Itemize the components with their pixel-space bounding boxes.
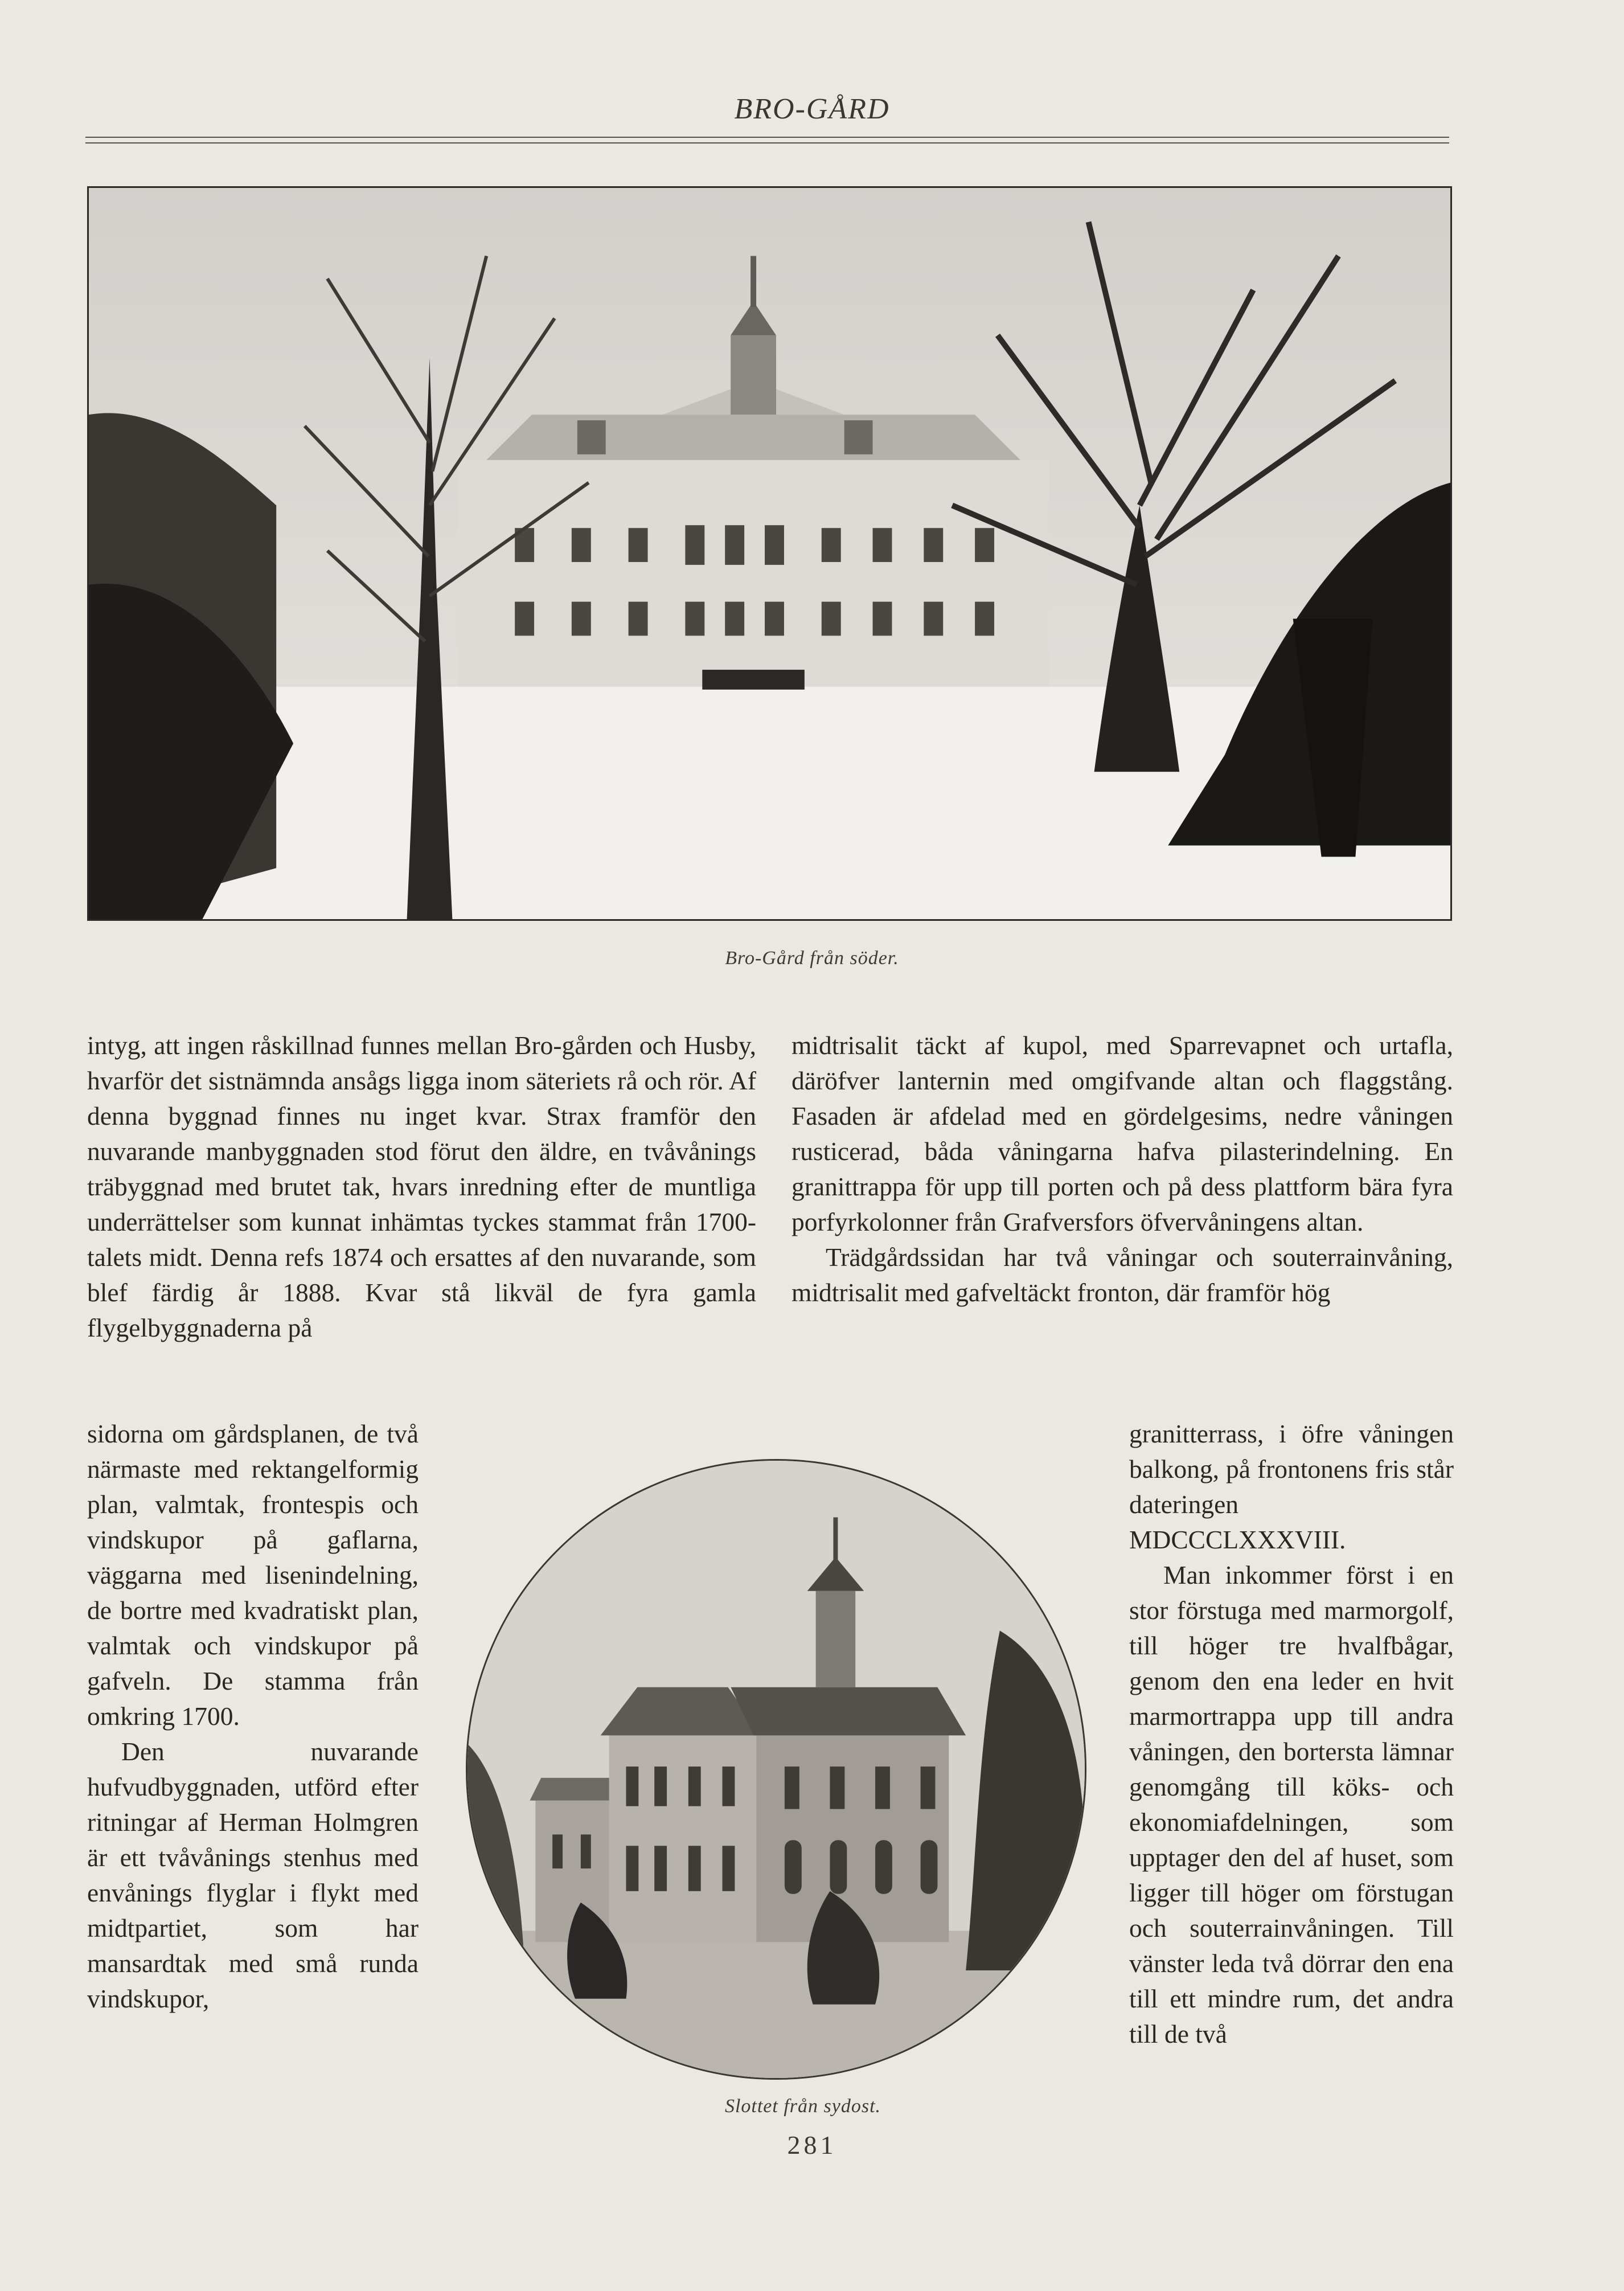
castle-photo: [467, 1461, 1085, 2078]
text-column-left-narrow: [87, 1416, 419, 2017]
paragraph: granitterrass, i öfre våningen balkong, på frontonens fris står dateringen MDCCCLXXXVIII.: [1129, 1419, 1454, 1554]
text-column-right-narrow: [1129, 1416, 1454, 2052]
photo-caption-round: Slottet från sydost.: [724, 2096, 881, 2117]
paragraph: Den nuvarande hufvudbyggnaden, utförd efter ritningar af Herman Holmgren är ett tvåvånings stenhus med envånings flyglar i flykt med midtpartiet, som har mansardtak med små runda vindskupor,: [87, 1737, 419, 2013]
photo-bro-gard-south: [87, 186, 1452, 921]
paragraph: Trädgårdssidan har två våningar och souterrainvåning, midtrisalit med gafveltäckt fronton, där framför hög: [792, 1243, 1453, 1307]
text-column-left-wide: [87, 1028, 756, 1346]
paragraph: Man inkommer först i en stor förstuga med marmorgolf, till höger tre hvalfbågar, genom den ena leder en hvit marmortrappa upp till andra våningen, den bortersta lämnar genomgång till köks- och ekonomiafdelningen, som upptager den del af huset, som ligger till höger om förstugan och souterrainvåningen. Till vänster leda två dörrar den ena till ett mindre rum, det andra till de två: [1129, 1560, 1454, 2048]
paragraph: intyg, att ingen råskillnad funnes mellan Bro-gården och Husby, hvarför det sistnämnda ansågs ligga inom säteriets rå och rör. Af denna byggnad finnes nu inget kvar. Strax framför den nuvarande manbyggnaden stod förut den äldre, en tvåvånings träbyggnad med brutet tak, hvars inredning efter de muntliga underrättelser som kunnat inhämtas tyckes stammat från 1700-talets midt. Denna refs 1874 och ersattes af den nuvarande, som blef färdig år 1888. Kvar stå likväl de fyra gamla flygelbyggnaderna på: [87, 1031, 756, 1342]
paragraph: sidorna om gårdsplanen, de två närmaste med rektangelformig plan, valmtak, frontespis och vindskupor på gaflarna, väggarna med lisenindelning, de bortre med kvadratiskt plan, valmtak och vindskupor på gafveln. De stamma från omkring 1700.: [87, 1419, 419, 1731]
paragraph: midtrisalit täckt af kupol, med Sparrevapnet och urtafla, däröfver lanternin med omgifvande altan och flaggstång. Fasaden är afdelad med en gördelgesims, nedre våningen rusticerad, båda våningarna hafva pilasterindelning. En granittrappa för upp till porten och på dess plattform bära fyra porfyrkolonner från Grafversfors öfvervåningens altan.: [792, 1031, 1453, 1236]
page-number: 281: [787, 2130, 837, 2159]
running-header: BRO-GÅRD: [734, 93, 890, 125]
text-column-right-wide: [792, 1028, 1453, 1310]
photo-caption-top: Bro-Gård från söder.: [725, 948, 899, 969]
photo-slottet-sydost: [466, 1459, 1086, 2080]
header-rule-bottom: [85, 142, 1449, 144]
header-rule-top: [85, 137, 1449, 138]
winter-manor-photo: [89, 188, 1450, 919]
